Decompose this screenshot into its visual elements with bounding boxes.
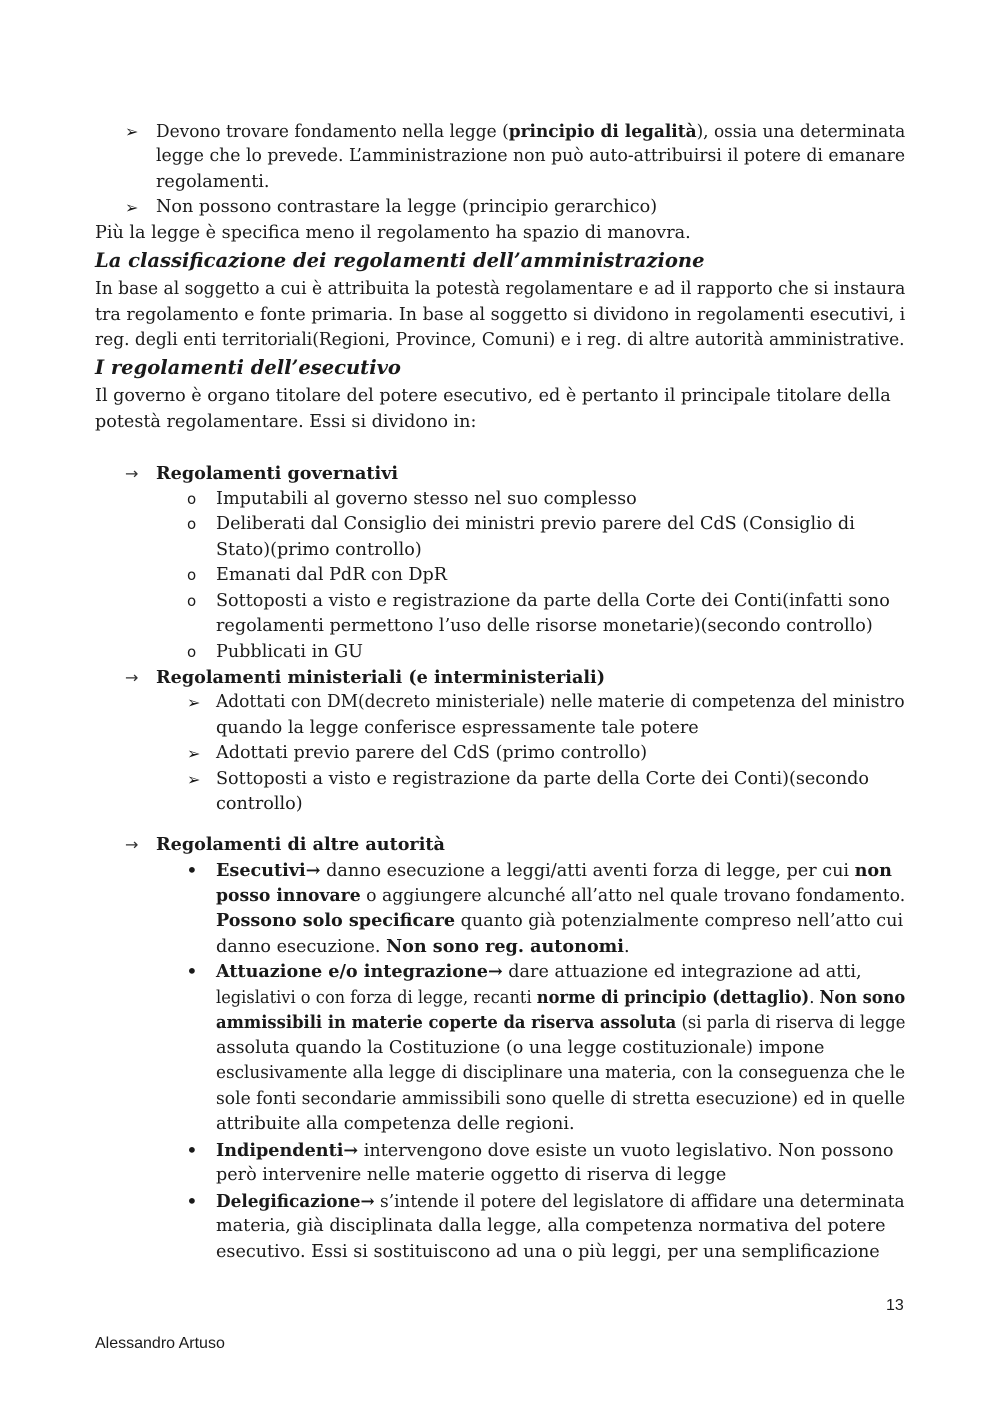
list-item-line: legge che lo prevede. L’amministrazione non può auto-attribuirsi il potere di emanare (156, 146, 906, 166)
footer-author: Alessandro Artuso (95, 1335, 225, 1352)
list-item-line: controllo) (216, 794, 303, 814)
arrow-icon: → (343, 1140, 359, 1161)
list-item: Adottati previo parere del CdS (primo controllo) (216, 743, 648, 763)
circle-bullet-icon: o (187, 643, 197, 661)
list-item: Esecutivi→ danno esecuzione a leggi/atti aventi forza di legge, per cui non (216, 860, 892, 881)
section-heading: La classificazione dei regolamenti dell’amministrazione (95, 249, 705, 272)
list-item-line: però intervenire nelle materie oggetto di riserva di legge (216, 1165, 727, 1185)
paragraph-line: potestà regolamentare. Essi si dividono in: (95, 412, 477, 432)
arrowhead-bullet-icon: ➢ (187, 770, 201, 789)
list-item: Adottati con DM(decreto ministeriale) nelle materie di competenza del ministro (216, 692, 905, 712)
arrowhead-bullet-icon: ➢ (125, 122, 139, 141)
list-item: Indipendenti→ intervengono dove esiste un vuoto legislativo. Non possono (216, 1140, 894, 1161)
list-item: Devono trovare fondamento nella legge (principio di legalità), ossia una determinata (156, 121, 906, 142)
arrow-bullet-icon: → (125, 835, 139, 854)
list-item-line: esecutivo. Essi si sostituiscono ad una o più leggi, per una semplificazione (216, 1242, 880, 1262)
paragraph-line: In base al soggetto a cui è attribuita la potestà regolamentare e ad il rapporto che si instaura (95, 279, 906, 299)
list-item-line: assoluta quando la Costituzione (o una legge costituzionale) impone (216, 1038, 825, 1058)
arrowhead-bullet-icon: ➢ (187, 693, 201, 712)
arrow-icon: → (360, 1191, 375, 1212)
circle-bullet-icon: o (187, 592, 197, 610)
page-number: 13 (886, 1297, 904, 1314)
arrowhead-bullet-icon: ➢ (125, 198, 139, 217)
dot-bullet-icon: • (186, 959, 198, 983)
arrowhead-bullet-icon: ➢ (187, 744, 201, 763)
dot-bullet-icon: • (186, 858, 198, 882)
arrow-bullet-icon: → (125, 464, 139, 483)
list-item-line: regolamenti permettono l’uso delle risorse monetarie)(secondo controllo) (216, 616, 873, 636)
paragraph-line: Più la legge è specifica meno il regolamento ha spazio di manovra. (95, 223, 691, 243)
list-item-line: Possono solo specificare quanto già potenzialmente compreso nell’atto cui (216, 910, 904, 931)
paragraph-line: reg. degli enti territoriali(Regioni, Province, Comuni) e i reg. di altre autorità amministrative. (95, 330, 905, 350)
list-item-line: Stato)(primo controllo) (216, 540, 422, 560)
arrow-bullet-icon: → (125, 668, 139, 687)
dot-bullet-icon: • (186, 1138, 198, 1162)
list-item-line: posso innovare o aggiungere alcunché all’atto nel quale trovano fondamento. (216, 885, 906, 906)
list-item-line: esclusivamente alla legge di disciplinare una materia, con la conseguenza che le (216, 1063, 906, 1083)
list-item: Pubblicati in GU (216, 642, 364, 662)
list-item-line: materia, già disciplinata dalla legge, alla competenza normativa del potere (216, 1216, 886, 1236)
circle-bullet-icon: o (187, 566, 197, 584)
list-item: Deliberati dal Consiglio dei ministri previo parere del CdS (Consiglio di (216, 514, 855, 534)
list-item-line: quando la legge conferisce espressamente tale potere (216, 718, 699, 738)
circle-bullet-icon: o (187, 515, 197, 533)
paragraph-line: tra regolamento e fonte primaria. In base al soggetto si dividono in regolamenti esecutivi, i (95, 305, 906, 325)
paragraph-line: Il governo è organo titolare del potere esecutivo, ed è pertanto il principale titolare della (95, 386, 891, 406)
list-item-line: legislativi o con forza di legge, recanti norme di principio (dettaglio). Non sono (216, 987, 906, 1008)
arrow-icon: → (487, 961, 503, 982)
arrow-icon: → (305, 860, 321, 881)
list-heading: Regolamenti di altre autorità (156, 834, 445, 855)
list-heading: Regolamenti ministeriali (e interministeriali) (156, 667, 606, 688)
list-item-line: ammissibili in materie coperte da riserva assoluta (si parla di riserva di legge (216, 1012, 906, 1033)
list-item: Non possono contrastare la legge (principio gerarchico) (156, 197, 658, 217)
list-heading: Regolamenti governativi (156, 463, 399, 484)
circle-bullet-icon: o (187, 490, 197, 508)
section-heading: I regolamenti dell’esecutivo (95, 356, 401, 379)
list-item-line: sole fonti secondarie ammissibili sono quelle di stretta esecuzione) ed in quelle (216, 1089, 906, 1109)
list-item: Attuazione e/o integrazione→ dare attuazione ed integrazione ad atti, (216, 961, 862, 982)
list-item-line: regolamenti. (156, 172, 270, 192)
list-item: Sottoposti a visto e registrazione da parte della Corte dei Conti)(secondo (216, 769, 869, 789)
list-item-line: danno esecuzione. Non sono reg. autonomi. (216, 936, 630, 957)
list-item: Delegificazione→ s’intende il potere del legislatore di affidare una determinata (216, 1191, 905, 1212)
list-item-line: attribuite alla competenza delle regioni. (216, 1114, 575, 1134)
list-item: Emanati dal PdR con DpR (216, 565, 448, 585)
list-item: Imputabili al governo stesso nel suo complesso (216, 489, 637, 509)
dot-bullet-icon: • (186, 1189, 198, 1213)
list-item: Sottoposti a visto e registrazione da parte della Corte dei Conti(infatti sono (216, 591, 890, 611)
